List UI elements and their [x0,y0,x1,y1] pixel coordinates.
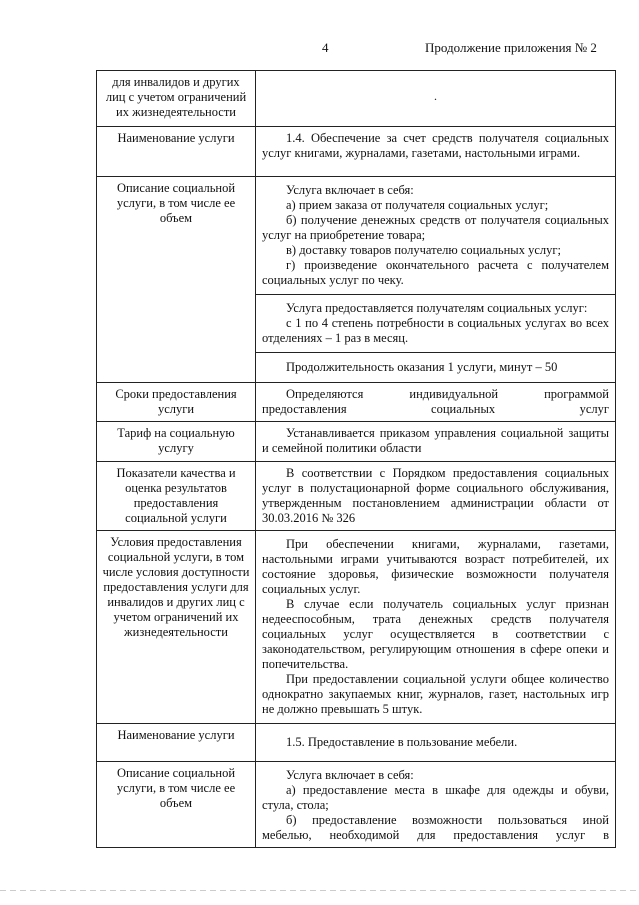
table-row [97,462,616,531]
row-content [256,462,616,531]
services-table [96,70,616,848]
paragraph: Услуга предоставляется получателям социальных услуг: [286,301,588,315]
paragraph: б) предоставление возможности пользоваться иной мебелью, необходимой для предоставления услуг в [262,813,609,842]
paragraph: Услуга включает в себя: [286,768,414,782]
service-title: 1.4. Обеспечение за счет средств получателя социальных услуг книгами, журналами, газетами, настольными играми. [262,131,609,160]
paragraph: При предоставлении социальной услуги общее количество однократно закупаемых книг, журналов, газет, настольных игр не должно превышать 5 штук. [262,672,609,716]
row-label: Условия предоставления социальной услуги, в том числе условия доступности предоставления услуги для инвалидов и других лиц с учетом ограничений их жизнедеятельности [97,531,256,724]
row-label: Сроки предоставления услуги [97,383,256,422]
page-number: 4 [322,40,329,55]
row-label: для инвалидов и других лиц с учетом ограничений их жизнедеятельности [97,71,256,127]
paragraph: б) получение денежных средств от получателя социальных услуг на приобретение товара; [262,213,609,242]
continuation-header: Продолжение приложения № 2 [425,40,597,55]
row-content [256,422,616,462]
row-label: Описание социальной услуги, в том числе ее объем [97,177,256,383]
row-content [256,71,616,127]
paragraph: Продолжительность оказания 1 услуги, минут – 50 [286,360,558,374]
table-row [97,422,616,462]
table-row [97,127,616,177]
table-row [97,71,616,127]
paragraph: При обеспечении книгами, журналами, газетами, настольными играми учитываются возраст потребителей, их состояние здоровья, физические возможности получателя социальных услуг. [262,537,609,596]
row-label: Показатели качества и оценка результатов предоставления социальной услуги [97,462,256,531]
row-content [256,531,616,724]
row-label: Тариф на социальную услугу [97,422,256,462]
row-content [256,177,616,295]
paragraph: а) предоставление места в шкафе для одежды и обуви, стула, стола; [262,783,609,812]
row-content [256,295,616,353]
row-content [256,127,616,177]
paragraph: Определяются индивидуальной программой предоставления социальных услуг [262,387,609,416]
row-content [256,383,616,422]
table-row [97,177,616,295]
service-title: 1.5. Предоставление в пользование мебели. [286,735,518,749]
row-content [256,762,616,848]
table-row [97,724,616,762]
stray-mark: . [434,89,437,103]
paragraph: Устанавливается приказом управления социальной защиты и семейной политики области [262,426,609,455]
paragraph: в) доставку товаров получателю социальных услуг; [286,243,561,257]
paragraph: Услуга включает в себя: [286,183,414,197]
row-label: Описание социальной услуги, в том числе ее объем [97,762,256,848]
row-label: Наименование услуги [97,724,256,762]
row-label: Наименование услуги [97,127,256,177]
paragraph: с 1 по 4 степень потребности в социальных услугах во всех отделениях – 1 раз в месяц. [262,316,609,345]
paragraph: В соответствии с Порядком предоставления социальных услуг в полустационарной форме социального обслуживания, утвержденным постановлением администрации области от 30.03.2016 № 326 [262,466,609,525]
paragraph: а) прием заказа от получателя социальных услуг; [286,198,549,212]
table-row [97,762,616,848]
row-content [256,724,616,762]
paragraph: г) произведение окончательного расчета с получателем социальных услуг по чеку. [262,258,609,287]
row-content [256,353,616,383]
table-row [97,383,616,422]
scan-edge-line [0,890,639,891]
paragraph: В случае если получатель социальных услуг признан недееспособным, трата денежных средств получателя социальных услуг осуществляется в соответствии с законодательством, регулирующим отношения в сфере опеки и попечительства. [262,597,609,671]
table-row [97,531,616,724]
